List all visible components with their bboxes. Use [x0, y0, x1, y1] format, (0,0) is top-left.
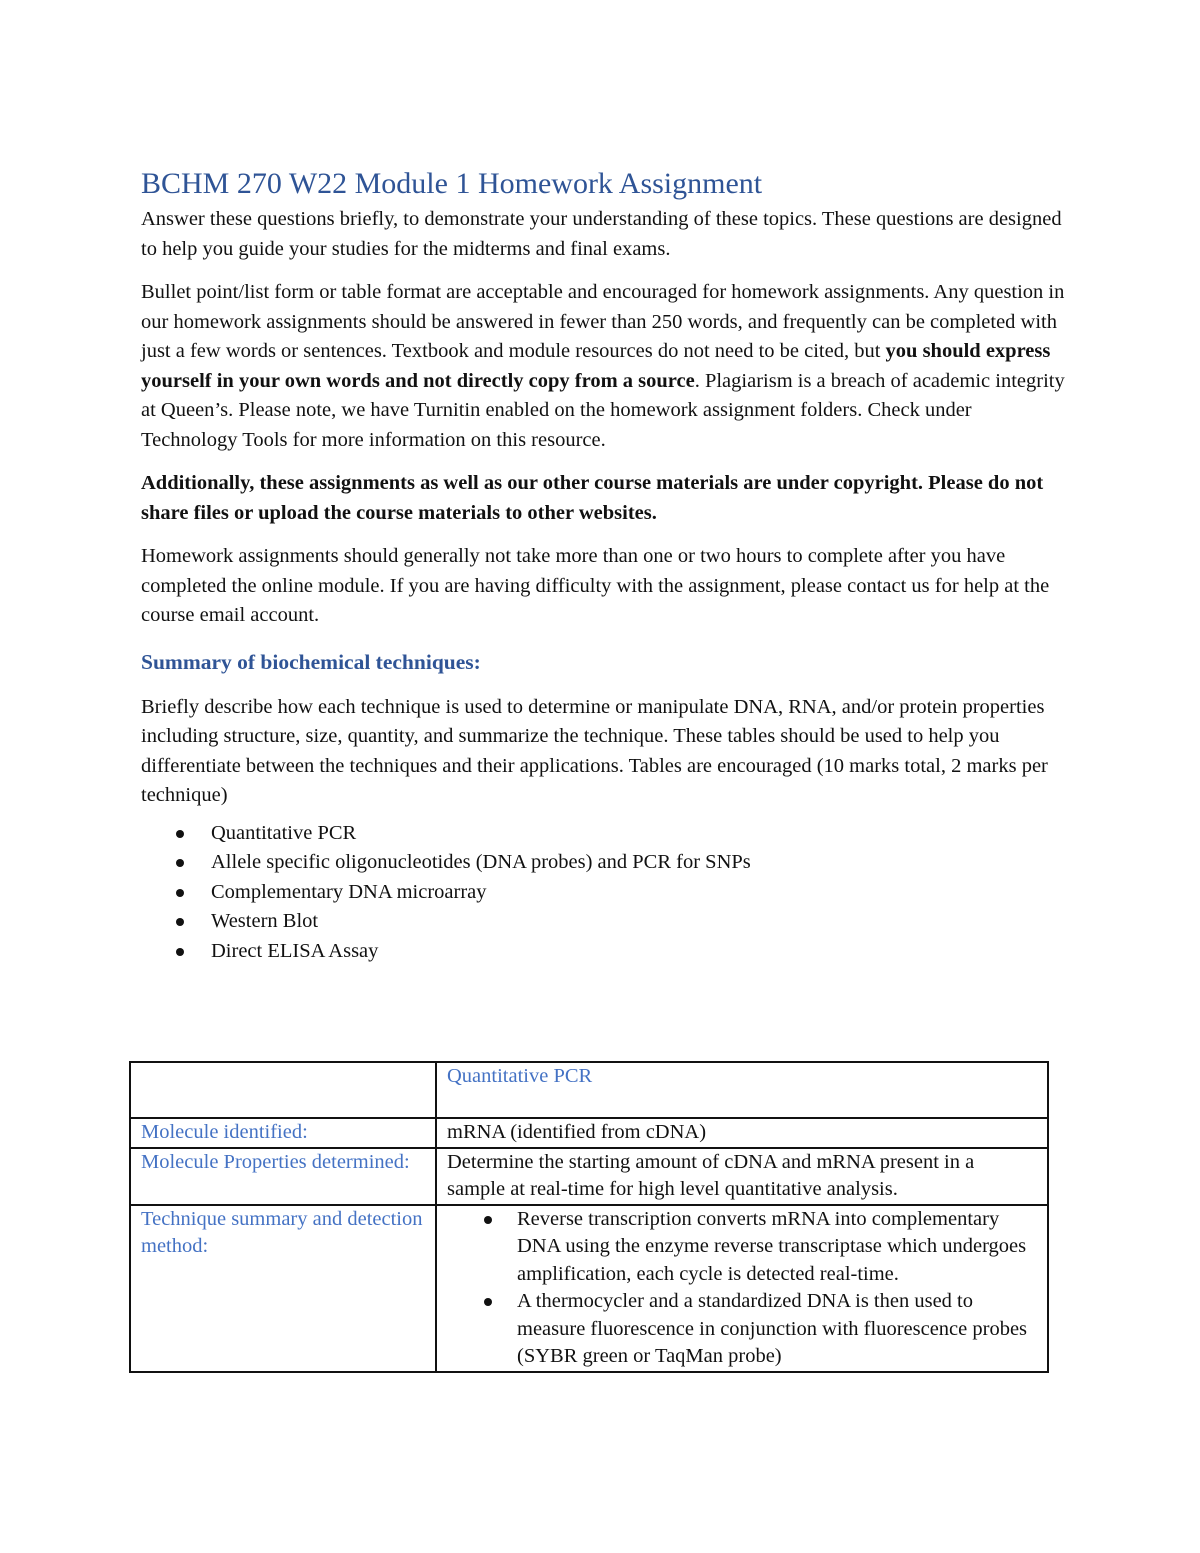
- guidelines-bold: you should express yourself in your own words and not directly copy from a source: [141, 340, 1051, 392]
- list-item: Allele specific oligonucleotides (DNA probes) and PCR for SNPs: [141, 848, 1066, 878]
- intro-paragraph: Answer these questions briefly, to demonstrate your understanding of these topics. These questions are designed to help you guide your studies for the midterms and final exams.: [141, 208, 1062, 260]
- table-cell: [130, 1062, 436, 1118]
- technique-table: [129, 1061, 1049, 1373]
- document-body: [141, 165, 1066, 966]
- list-item: Western Blot: [141, 907, 1066, 937]
- technique-list: [141, 819, 1066, 967]
- table-row: [130, 1148, 1048, 1205]
- list-item: Reverse transcription converts mRNA into complementary DNA using the enzyme reverse transcriptase which undergoes amplification, each cycle is detected real-time.: [447, 1206, 1037, 1289]
- row-label: Molecule Properties determined:: [130, 1148, 436, 1205]
- guidelines-paragraph: [141, 278, 1066, 455]
- list-item: Complementary DNA microarray: [141, 878, 1066, 908]
- table-header-cell: Quantitative PCR: [436, 1062, 1048, 1118]
- guidelines-text-2: . Plagiarism is a breach of academic integrity at Queen’s. Please note, we have Turnitin enabled on the homework assignment folders. Check under Technology Tools for more information on this resource.: [141, 369, 1065, 451]
- section-heading: Summary of biochemical techniques:: [141, 649, 481, 674]
- page-title: BCHM 270 W22 Module 1 Homework Assignment: [141, 167, 763, 200]
- list-item: Direct ELISA Assay: [141, 937, 1066, 967]
- copyright-notice: Additionally, these assignments as well as our other course materials are under copyright. Please do not share files or upload the course materials to other websites.: [141, 472, 1044, 524]
- summary-list: [447, 1206, 1037, 1371]
- section-instructions: Briefly describe how each technique is used to determine or manipulate DNA, RNA, and/or protein properties including structure, size, quantity, and summarize the technique. These tables should be used to help you differentiate between the techniques and their applications. Tables are encouraged (10 marks total, 2 marks per technique): [141, 695, 1048, 806]
- row-value: [436, 1205, 1048, 1372]
- row-value: mRNA (identified from cDNA): [436, 1118, 1048, 1148]
- row-label: Molecule identified:: [130, 1118, 436, 1148]
- time-note-paragraph: Homework assignments should generally not take more than one or two hours to complete after you have completed the online module. If you are having difficulty with the assignment, please contact us for help at the course email account.: [141, 545, 1050, 626]
- guidelines-text-1: Bullet point/list form or table format are acceptable and encouraged for homework assignments. Any question in our homework assignments should be answered in fewer than 250 words, and frequently can be completed with just a few words or sentences. Textbook and module resources do not need to be cited, but: [141, 281, 1065, 362]
- table-row: [130, 1118, 1048, 1148]
- table-header-row: [130, 1062, 1048, 1118]
- table-row: [130, 1205, 1048, 1372]
- row-value: Determine the starting amount of cDNA and mRNA present in a sample at real-time for high level quantitative analysis.: [436, 1148, 1048, 1205]
- row-label: Technique summary and detection method:: [130, 1205, 436, 1372]
- list-item: Quantitative PCR: [141, 819, 1066, 849]
- list-item: A thermocycler and a standardized DNA is then used to measure fluorescence in conjunction with fluorescence probes (SYBR green or TaqMan probe): [447, 1288, 1037, 1371]
